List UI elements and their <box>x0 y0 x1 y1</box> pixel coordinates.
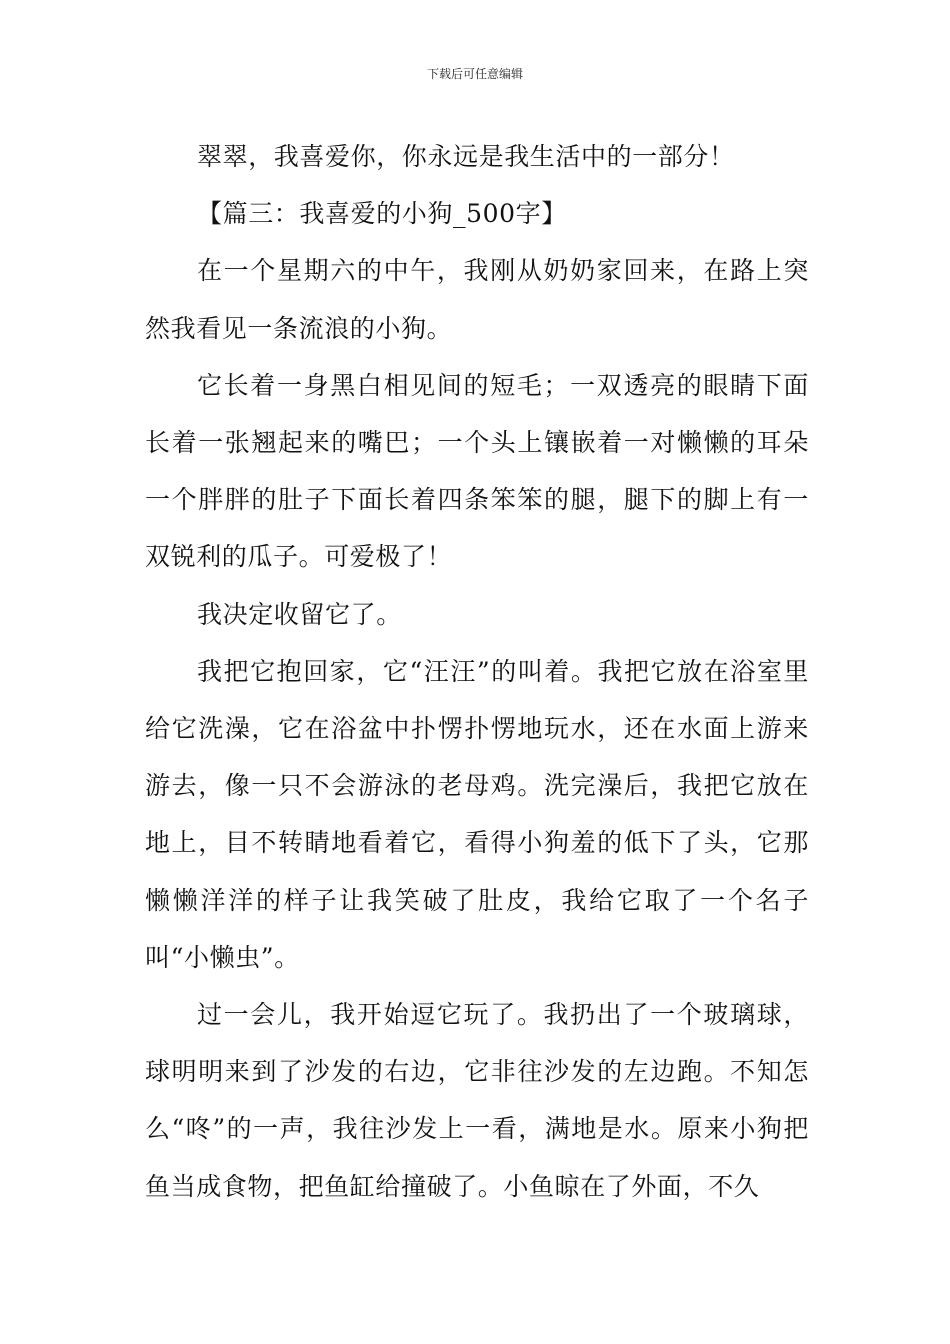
paragraph-4: 我把它抱回家，它“汪汪”的叫着。我把它放在浴室里给它洗澡，它在浴盆中扑愣扑愣地玩水，还在水面上游来游去，像一只不会游泳的老母鸡。洗完澡后，我把它放在地上，目不转睛地看着它，看得小狗羞的低下了头，它那懒懒洋洋的样子让我笑破了肚皮，我给它取了一个名子叫“小懒虫”。 <box>145 656 809 972</box>
paragraph-3: 我决定收留它了。 <box>197 599 402 629</box>
section-heading: 【篇三：我喜爱的小狗_500字】 <box>197 199 567 229</box>
paragraph-1: 在一个星期六的中午，我刚从奶奶家回来，在路上突然我看见一条流浪的小狗。 <box>145 256 809 343</box>
paragraph-closing-line: 翠翠，我喜爱你，你永远是我生活中的一部分！ <box>197 142 735 171</box>
paragraph-5: 过一会儿，我开始逗它玩了。我扔出了一个玻璃球，球明明来到了沙发的右边，它非往沙发的左边跑。不知怎么“咚”的一声，我往沙发上一看，满地是水。原来小狗把鱼当成食物，把鱼缸给撞破了。小鱼晾在了外面，不久 <box>145 1000 809 1201</box>
document-body <box>145 128 809 1215</box>
page-header: 下载后可任意编辑 <box>426 67 523 81</box>
paragraph-2: 它长着一身黑白相见间的短毛；一双透亮的眼睛下面长着一张翘起来的嘴巴；一个头上镶嵌着一对懒懒的耳朵一个胖胖的肚子下面长着四条笨笨的腿，腿下的脚上有一双锐利的瓜子。可爱极了！ <box>145 370 809 572</box>
